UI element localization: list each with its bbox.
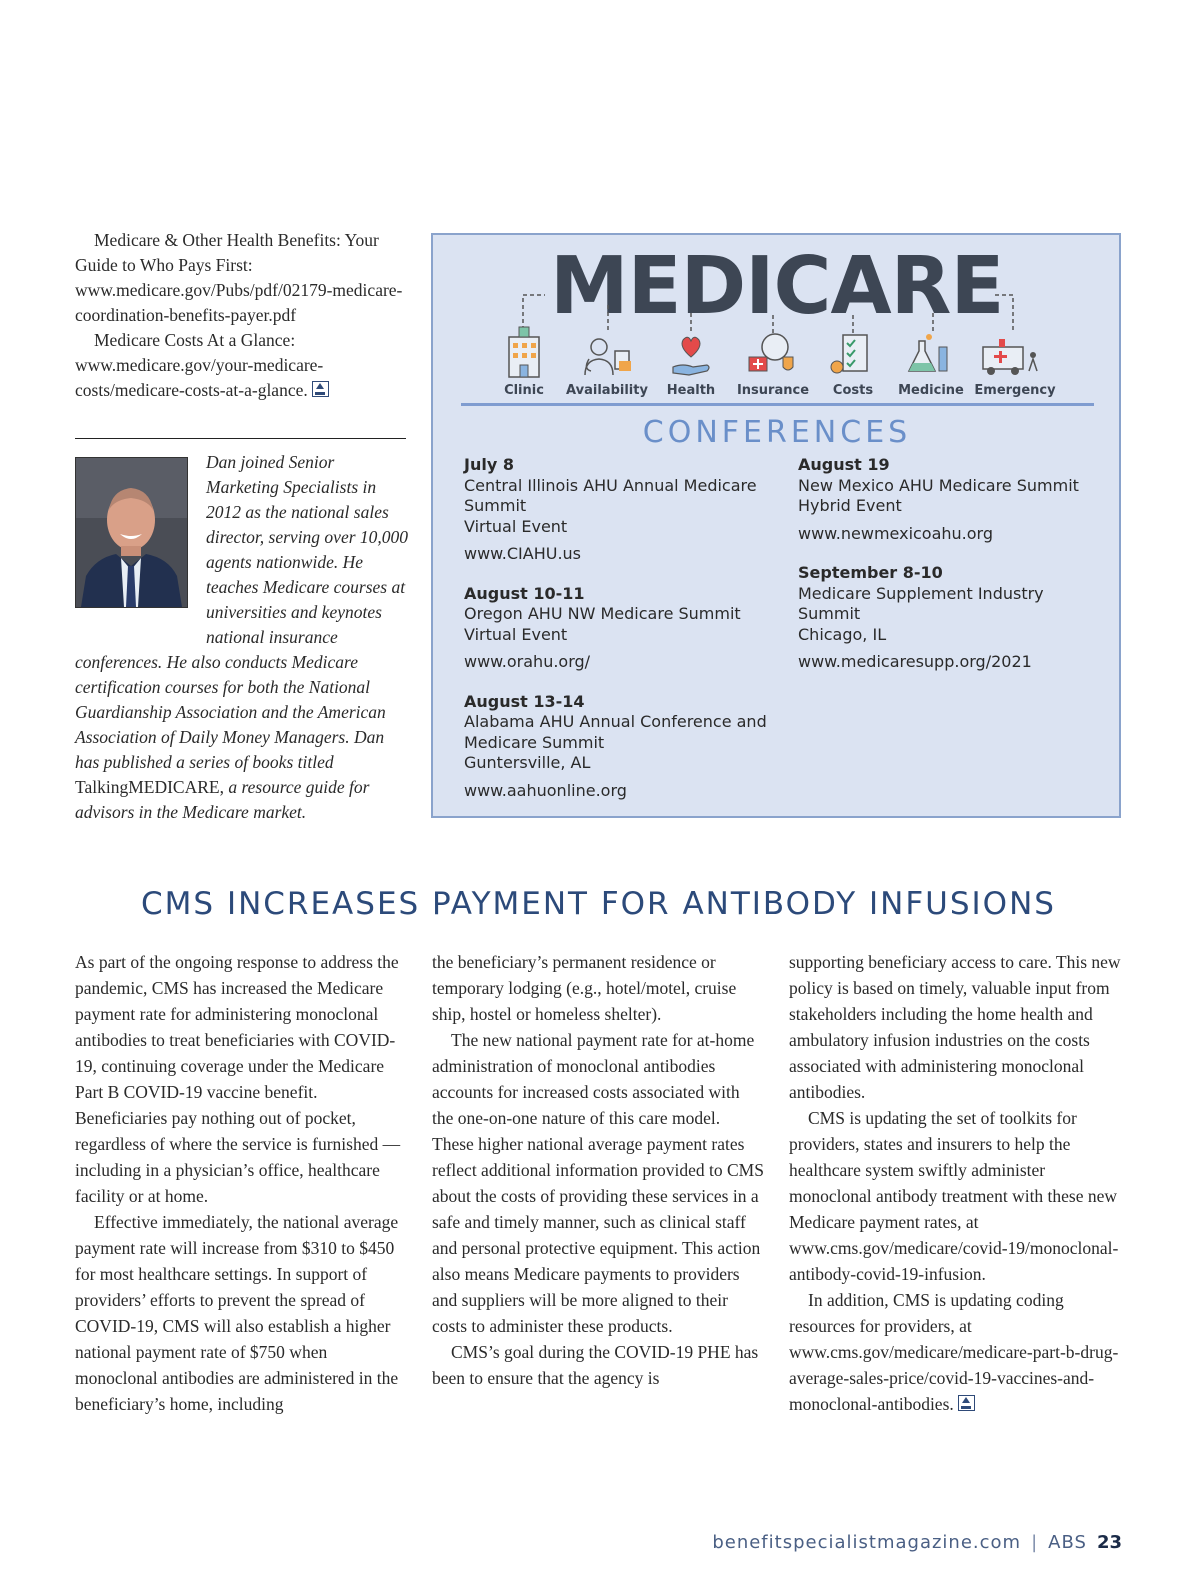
conference-format: Guntersville, AL: [464, 753, 591, 772]
conference-format: Virtual Event: [464, 624, 568, 644]
medicare-graphic-word: MEDICARE: [550, 240, 1004, 332]
article-paragraph: As part of the ongoing response to address the pandemic, CMS has increased the Medicare payment rate for administering monoclonal antibodies to treat beneficiaries with COVID-19, continuing coverage under the Medicare Part B COVID-19 vaccine benefit. Beneficiaries pay nothing out of pocket, regardless of where the service is furnished —including in a physician’s office, healthcare facility or at home.: [75, 952, 401, 1206]
conference-name: New Mexico AHU Medicare Summit: [798, 475, 1079, 495]
article-paragraph: Effective immediately, the national average payment rate will increase from $310 to $450 for most healthcare settings. In support of providers’ efforts to prevent the spread of COVID-19, CMS will also establish a higher national payment rate of $750 when monoclonal antibodies are administered in the beneficiary’s home, including: [75, 1212, 399, 1414]
icon-label-health: Health: [666, 383, 716, 398]
footer-separator: |: [1031, 1532, 1039, 1553]
heart-hand-icon: [673, 337, 709, 375]
ambulance-icon: [983, 339, 1037, 375]
abs-end-mark-icon: [958, 1395, 975, 1411]
conferences-left-column: [464, 455, 784, 820]
conference-url[interactable]: www.CIAHU.us: [464, 544, 582, 563]
conferences-right-column: [798, 455, 1108, 692]
conference-url[interactable]: www.newmexicoahu.org: [798, 523, 994, 543]
conferences-box: [431, 233, 1121, 818]
reference-medicare-other-benefits: Medicare & Other Health Benefits: Your Guide to Who Pays First: www.medicare.gov/Pubs/pdf/02179-medicare-coordination-benefits-payer.pdf: [75, 230, 403, 325]
medical-kit-icon: [749, 334, 793, 371]
footer-site[interactable]: benefitspecialistmagazine.com: [712, 1532, 1022, 1553]
bio-text-main: Dan joined Senior Marketing Specialists in 2012 as the national sales director, serving over 10,000 agents nationwide. He teaches Medicare courses at universities and keynotes national insurance conferences. He also conducts Medicare certification courses for both the National Guardianship Association and the American Association of Daily Money Managers. Dan has published a series of books titled: [75, 452, 409, 772]
article-paragraph: CMS is updating the set of toolkits for providers, states and insurers to help the healthcare system swiftly administer monoclonal antibody treatment with these new Medicare payment rates, at www.cms.gov/medicare/covid-19/monoclonal-antibody-covid-19-infusion.: [789, 1108, 1119, 1284]
conference-name: Central Illinois AHU Annual Medicare Summit: [464, 475, 757, 515]
article-column-3: [789, 949, 1121, 1417]
conference-item: [464, 455, 784, 565]
icon-label-emergency: Emergency: [974, 383, 1056, 398]
conference-item: [798, 455, 1108, 544]
icon-label-costs: Costs: [832, 383, 874, 398]
icon-label-availability: Availability: [566, 383, 648, 398]
photo-wrap-spacer: [75, 450, 206, 626]
conference-date: August 19: [798, 455, 890, 474]
bio-book-title: TalkingMEDICARE,: [75, 777, 224, 797]
doctor-icon: [585, 339, 631, 375]
icon-label-medicine: Medicine: [898, 383, 964, 398]
conference-url[interactable]: www.orahu.org/: [464, 652, 591, 671]
conference-item: [798, 563, 1108, 673]
footer-publication: ABS: [1048, 1532, 1087, 1553]
conference-name: Alabama AHU Annual Conference and Medicare Summit: [464, 712, 767, 752]
page-footer: [712, 1532, 1122, 1553]
article-paragraph: The new national payment rate for at-home administration of monoclonal antibodies accounts for increased costs associated with the one-on-one nature of this care model. These higher national average payment rates reflect additional information provided to CMS about the costs of providing these services in a safe and timely manner, such as clinical staff and personal protective equipment. This action also means Medicare payments to providers and suppliers will be more aligned to their costs to administer these products.: [432, 1030, 764, 1336]
conference-format: Hybrid Event: [798, 496, 902, 515]
conference-item: [464, 692, 784, 802]
article-paragraph: the beneficiary’s permanent residence or temporary lodging (e.g., hotel/motel, cruise ship, hostel or homeless shelter).: [432, 952, 737, 1024]
article-headline: CMS INCREASES PAYMENT FOR ANTIBODY INFUSIONS: [141, 886, 1056, 922]
article-column-2: [432, 949, 764, 1391]
bio-text-end: a resource guide for advisors in the Medicare market.: [75, 777, 370, 822]
conference-date: August 10-11: [464, 583, 585, 603]
conference-date: July 8: [464, 455, 514, 474]
article-paragraph: CMS’s goal during the COVID-19 PHE has been to ensure that the agency is: [432, 1342, 759, 1388]
divider-rule: [75, 438, 406, 439]
author-bio: [75, 450, 409, 825]
article-last-paragraph-text: In addition, CMS is updating coding resources for providers, at www.cms.gov/medicare/medicare-part-b-drug-average-sales-price/covid-19-vaccines-and-monoclonal-antibodies.: [789, 1290, 1119, 1414]
conference-name: Medicare Supplement Industry Summit: [798, 583, 1044, 623]
conference-date: September 8-10: [798, 563, 943, 582]
reference-medicare-costs: [75, 328, 405, 403]
reference-list: [75, 228, 405, 403]
conference-name: Oregon AHU NW Medicare Summit: [464, 604, 741, 623]
icon-label-clinic: Clinic: [504, 383, 544, 398]
reference-medicare-costs-text: Medicare Costs At a Glance: www.medicare.gov/your-medicare-costs/medicare-costs-at-a-glance.: [75, 330, 324, 400]
medicare-icons-graphic: [493, 285, 1073, 385]
conference-url[interactable]: www.aahuonline.org: [464, 780, 627, 800]
article-paragraph: supporting beneficiary access to care. This new policy is based on timely, valuable input from stakeholders including the home health and ambulatory infusion industries on the costs associated with administering monoclonal antibodies.: [789, 952, 1121, 1102]
conference-format: Chicago, IL: [798, 624, 887, 644]
conferences-rule: [461, 403, 1094, 406]
hospital-building-icon: [509, 327, 539, 377]
lab-flask-icon: [909, 334, 947, 371]
icon-label-insurance: Insurance: [736, 383, 810, 398]
page-number: 23: [1096, 1532, 1122, 1553]
article-column-1: [75, 949, 407, 1417]
checklist-icon: [831, 335, 867, 373]
conference-url[interactable]: www.medicaresupp.org/2021: [798, 652, 1032, 671]
conference-date: August 13-14: [464, 691, 585, 711]
conferences-title: CONFERENCES: [642, 415, 912, 450]
conference-format: Virtual Event: [464, 516, 568, 536]
abs-end-mark-icon: [312, 381, 329, 397]
article-paragraph: [789, 1287, 1121, 1417]
conference-item: [464, 584, 784, 673]
